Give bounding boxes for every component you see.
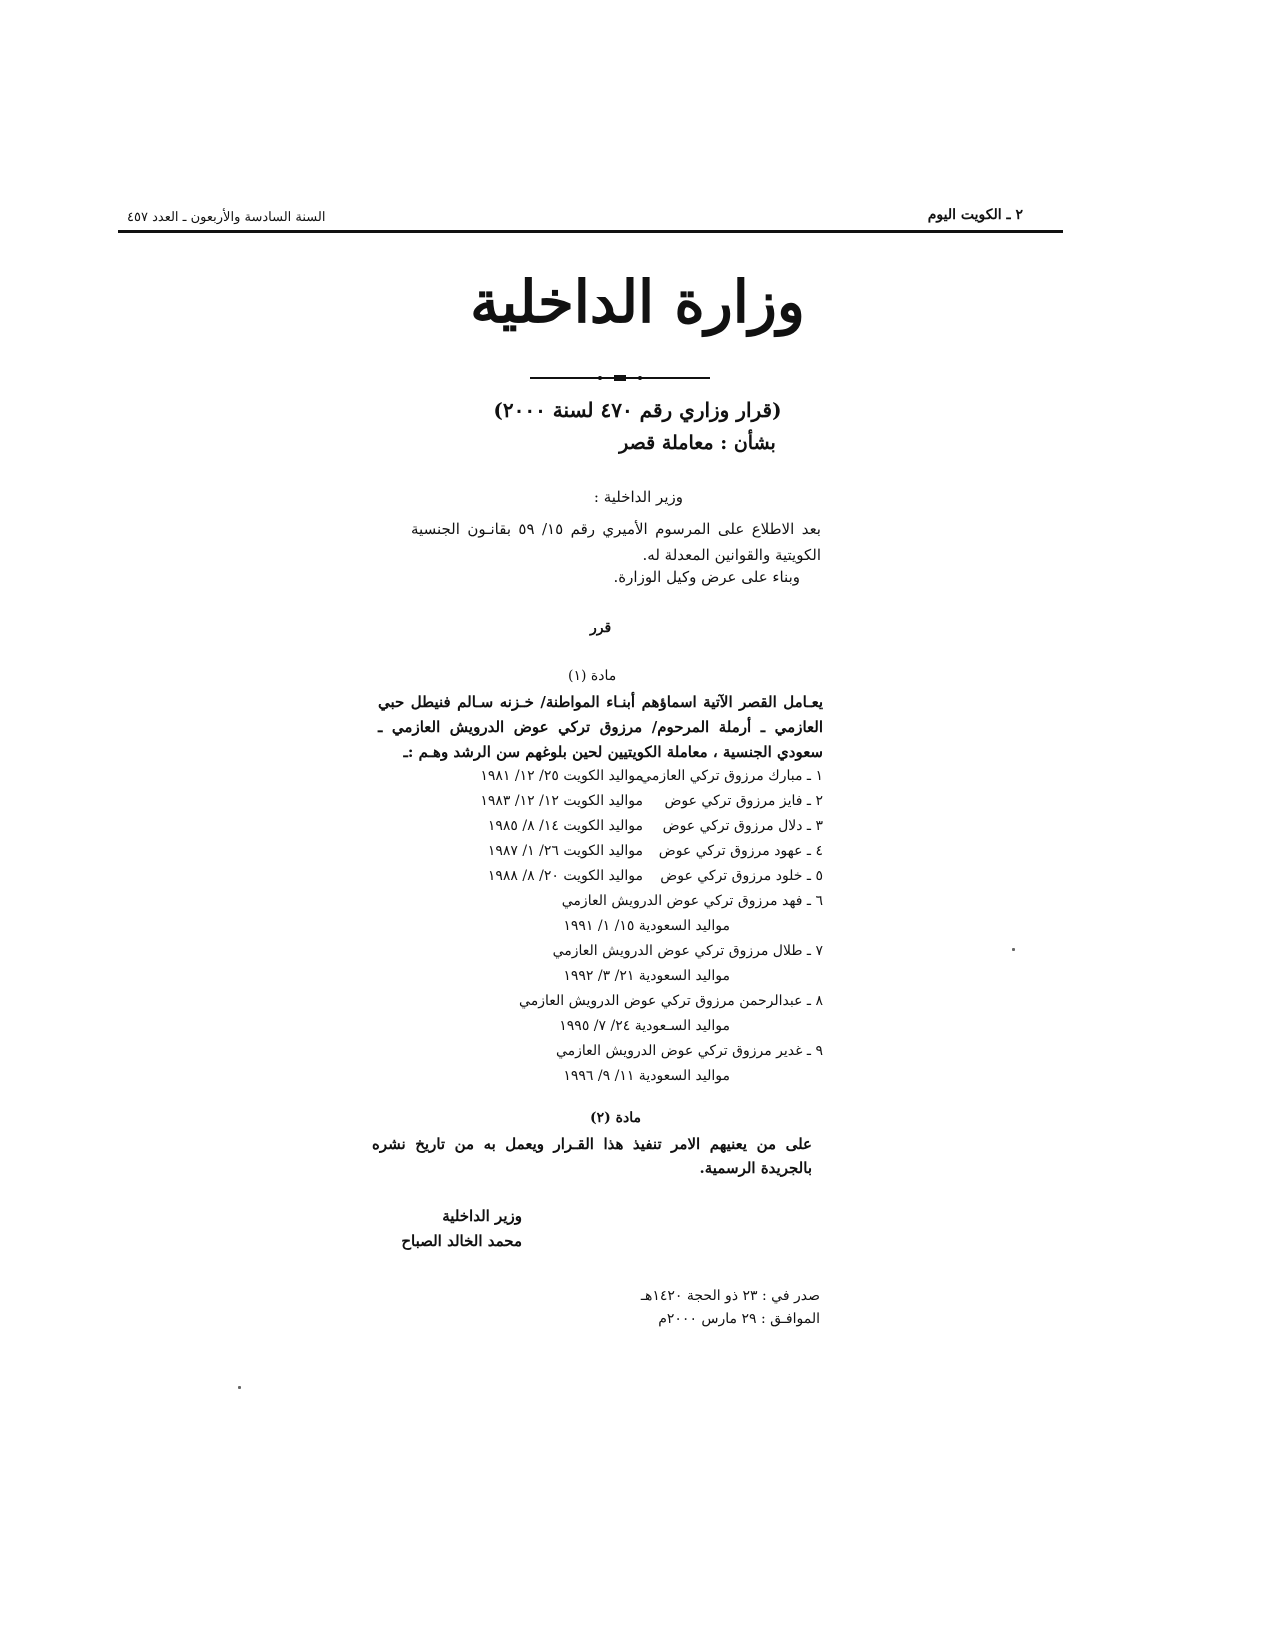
list-item-name: ٣ ـ دلال مرزوق تركي عوض (662, 818, 823, 834)
scan-speck (238, 1386, 241, 1389)
list-item-name: ٨ ـ عبدالرحمن مرزوق تركي عوض الدرويش العازمي (519, 993, 823, 1009)
list-item-birth: مواليد الكويت ٢٦/ ١/ ١٩٨٧ (487, 843, 643, 859)
page-header-issue-page: ٢ ـ الكويت اليوم (927, 207, 1023, 223)
list-item-birth: مواليد السعودية ١١/ ٩/ ١٩٩٦ (563, 1068, 730, 1084)
article-2-heading: مادة (٢) (590, 1110, 641, 1126)
list-item-name: ٥ ـ خلود مرزوق تركي عوض (660, 868, 823, 884)
scan-speck (1012, 948, 1015, 951)
preamble-reference: بعد الاطلاع على المرسوم الأميري رقم ١٥/ ٥٩ بقانـون الجنسية الكويتية والقوانين المعدلة له. (411, 520, 821, 564)
page-header-year-issue: السنة السادسة والأربعون ـ العدد ٤٥٧ (127, 210, 326, 225)
issued-date-gregorian: الموافـق : ٢٩ مارس ٢٠٠٠م (658, 1311, 820, 1327)
list-item-name: ٢ ـ فايز مرزوق تركي عوض (664, 793, 823, 809)
header-rule (118, 230, 1063, 233)
list-item-birth: مواليد السعودية ٢١/ ٣/ ١٩٩٢ (563, 968, 730, 984)
list-item-birth: مواليد الكويت ٢٠/ ٨/ ١٩٨٨ (487, 868, 643, 884)
list-item-name: ٤ ـ عهود مرزوق تركي عوض (658, 843, 823, 859)
preamble-proposal: وبناء على عرض وكيل الوزارة. (613, 568, 800, 586)
article-1-heading: مادة (١) (568, 668, 617, 684)
article-1-body: يعـامل القصر الآتية اسماؤهم أبنـاء المواطنة/ خـزنه سـالم فنيطل حبي العازمي ـ أرملة المرحوم/ مرزوق تركي عوض الدرويش العازمي ـ سعودي الجنسية ، معاملة الكويتيين لحين بلوغهم سن الرشد وهـم :ـ (378, 693, 823, 761)
list-item-name: ٧ ـ طلال مرزوق تركي عوض الدرويش العازمي (552, 943, 823, 959)
signature-title: وزير الداخلية (442, 1207, 522, 1225)
signature-name: محمد الخالد الصباح (401, 1232, 522, 1250)
issued-date-hijri: صدر في : ٢٣ ذو الحجة ١٤٢٠هـ (640, 1288, 820, 1304)
decree-title: (قرار وزاري رقم ٤٧٠ لسنة ٢٠٠٠) (493, 398, 782, 422)
list-item-birth: مواليد الكويت ١٤/ ٨/ ١٩٨٥ (487, 818, 643, 834)
list-item-name: ٦ ـ فهد مرزوق تركي عوض الدرويش العازمي (561, 893, 823, 909)
list-item-name: ١ ـ مبارك مرزوق تركي العازمي (640, 768, 823, 784)
list-item-birth: مواليد السعودية ١٥/ ١/ ١٩٩١ (563, 918, 730, 934)
list-item-birth: مواليد الكويت ٢٥/ ١٢/ ١٩٨١ (480, 768, 643, 784)
list-item-birth: مواليد السـعودية ٢٤/ ٧/ ١٩٩٥ (559, 1018, 730, 1034)
decided-heading: قرر (590, 620, 612, 636)
decree-subject-text: بشأن : معاملة قصر (619, 432, 776, 454)
article-2-body: على من يعنيهم الامر تنفيذ هذا القـرار ويعمل به من تاريخ نشره بالجريدة الرسمية. (372, 1135, 812, 1177)
list-item-name: ٩ ـ غدير مرزوق تركي عوض الدرويش العازمي (555, 1043, 823, 1059)
title-ornament (530, 374, 710, 382)
ministry-title: وزارة الداخلية (470, 268, 805, 336)
decree-subject (0, 432, 1275, 454)
preamble-minister: وزير الداخلية : (593, 488, 683, 506)
list-item-birth: مواليد الكويت ١٢/ ١٢/ ١٩٨٣ (480, 793, 643, 809)
